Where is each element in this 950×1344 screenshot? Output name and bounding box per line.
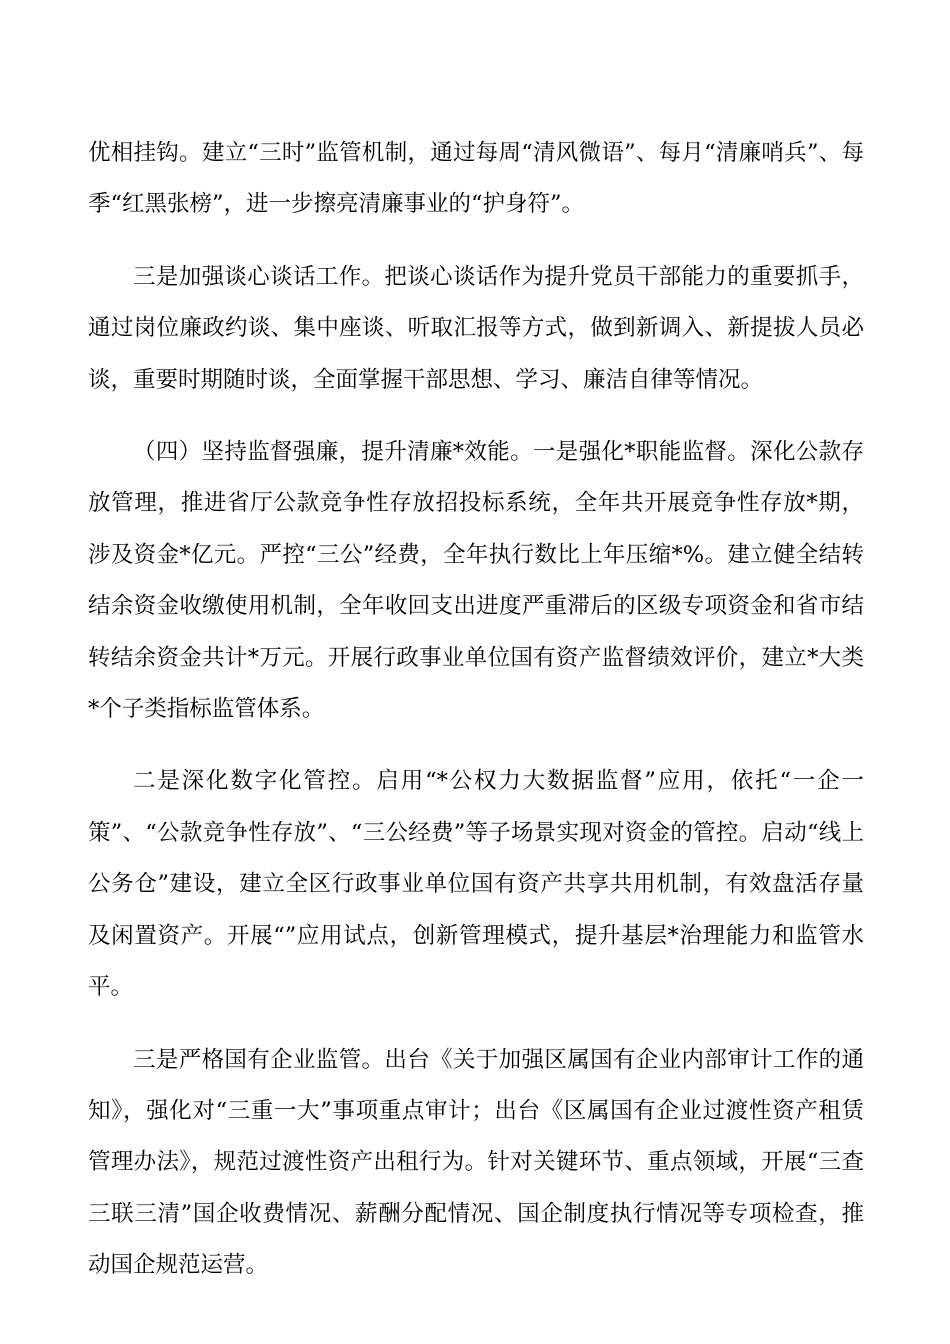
paragraph-heart-to-heart-talks: 三是加强谈心谈话工作。把谈心谈话作为提升党员干部能力的重要抓手，通过岗位廉政约谈、集中座谈、听取汇报等方式，做到新调入、新提拔人员必谈，重要时期随时谈，全面掌握干部思想、学习、廉洁自律等情况。 bbox=[88, 263, 864, 393]
paragraph-supervision-section-four: （四）坚持监督强廉，提升清廉*效能。一是强化*职能监督。深化公款存放管理，推进省厅公款竞争性存放招投标系统，全年共开展竞争性存放*期，涉及资金*亿元。严控“三公”经费，全年执行数比上年压缩*%。建立健全结转结余资金收缴使用机制，全年收回支出进度严重滞后的区级专项资金和省市结转结余资金共计*万元。开展行政事业单位国有资产监督绩效评价，建立*大类*个子类指标监管体系。 bbox=[88, 439, 864, 723]
document-body bbox=[88, 128, 864, 1313]
paragraph-state-enterprise-supervision: 三是严格国有企业监管。出台《关于加强区属国有企业内部审计工作的通知》，强化对“三重一大”事项重点审计；出台《区属国有企业过渡性资产租赁管理办法》，规范过渡性资产出租行为。针对关键环节、重点领域，开展“三查三联三清”国企收费情况、薪酬分配情况、国企制度执行情况等专项检查，推动国企规范运营。 bbox=[88, 1046, 864, 1279]
paragraph-continuation: 优相挂钩。建立“三时”监管机制，通过每周“清风微语”、每月“清廉哨兵”、每季“红黑张榜”，进一步擦亮清廉事业的“护身符”。 bbox=[88, 140, 864, 218]
paragraph-digital-control: 二是深化数字化管控。启用“*公权力大数据监督”应用，依托“一企一策”、“公款竞争性存放”、“三公经费”等子场景实现对资金的管控。启动“线上公务仓”建设，建立全区行政事业单位国有资产共享共用机制，有效盘活存量及闲置资产。开展“”应用试点，创新管理模式，提升基层*治理能力和监管水平。 bbox=[88, 768, 864, 1001]
